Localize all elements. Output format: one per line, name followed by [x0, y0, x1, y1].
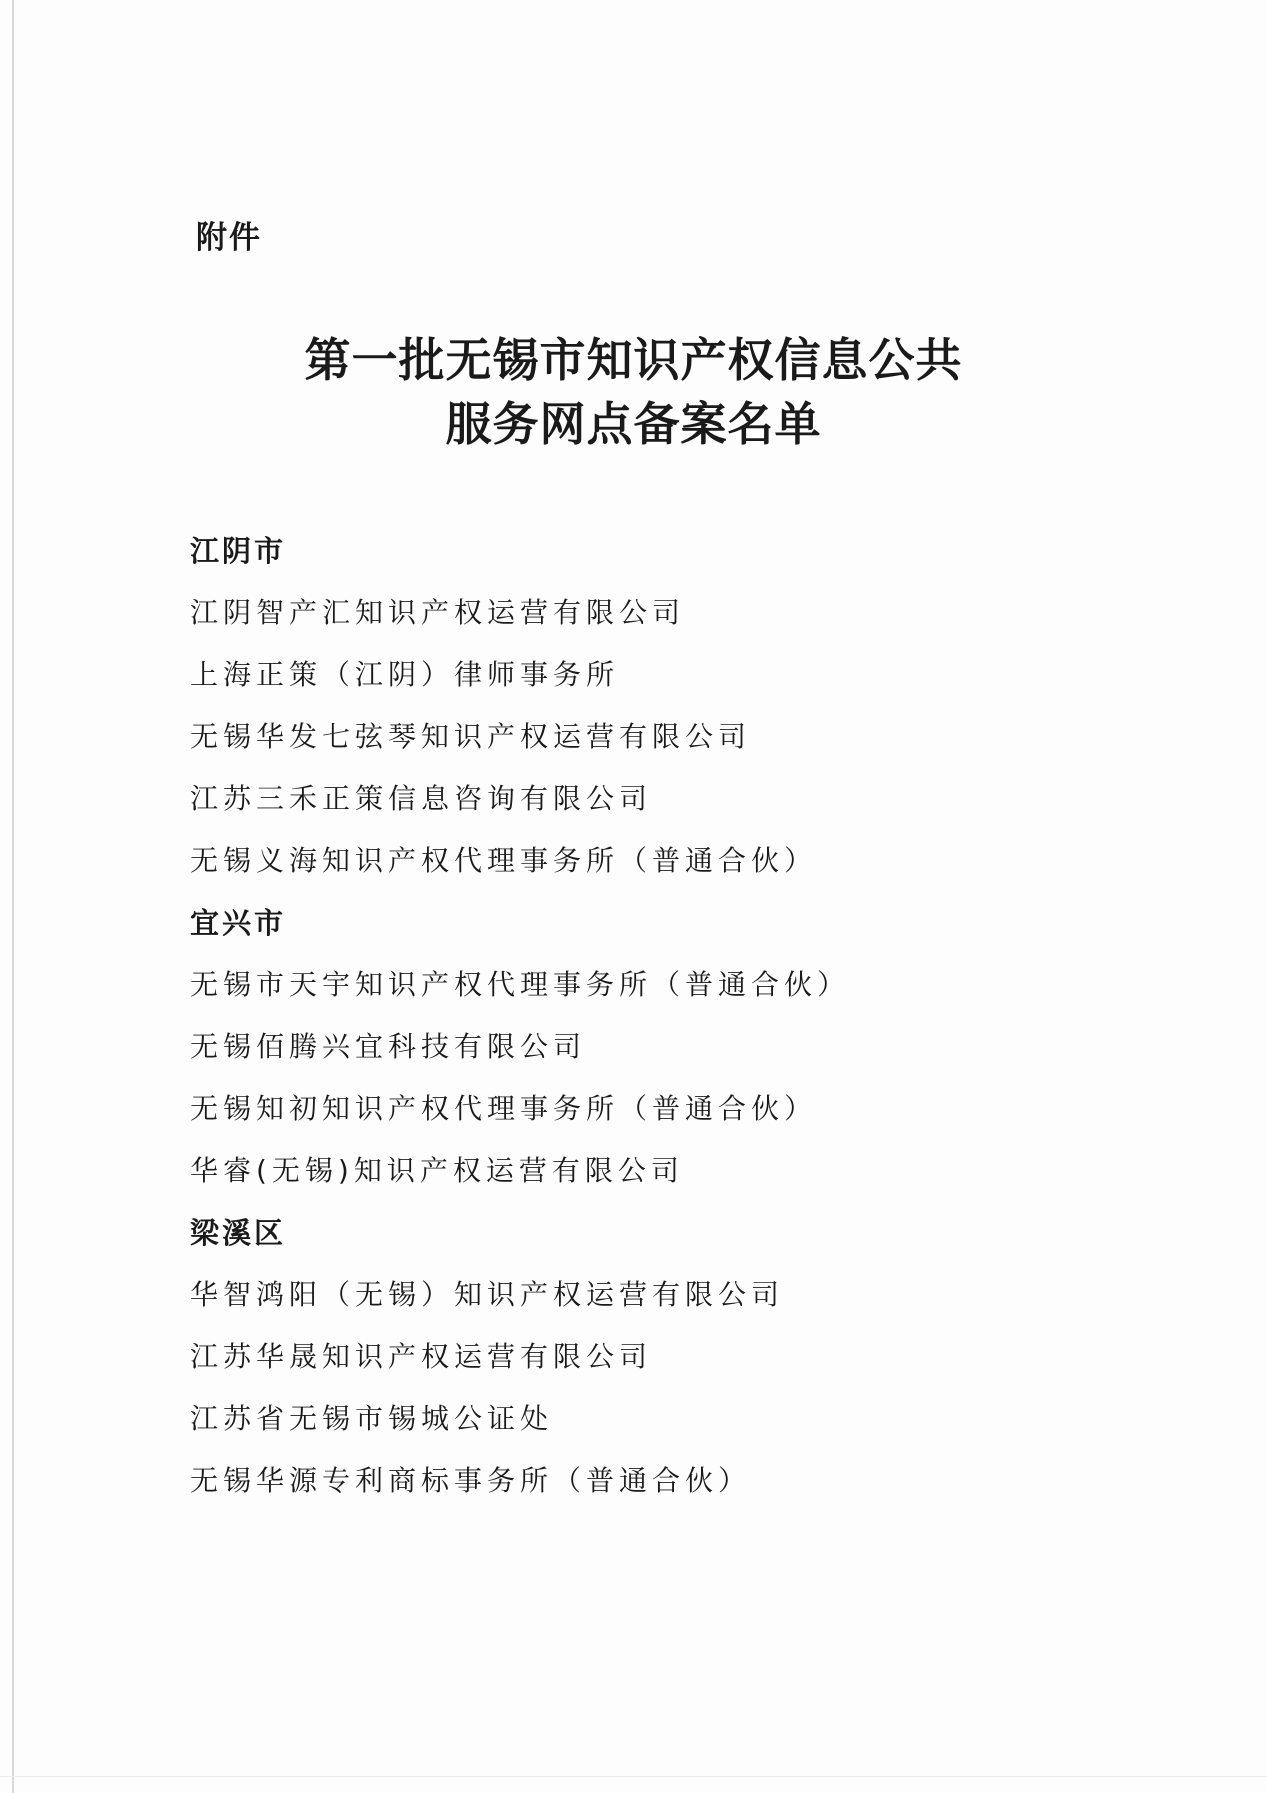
section-heading-jiangyin: 江阴市: [190, 534, 287, 568]
list-item: 无锡佰腾兴宜科技有限公司: [190, 1030, 587, 1063]
scan-edge-line: [12, 0, 14, 1793]
title-line-2: 服务网点备案名单: [445, 397, 822, 451]
list-item: 无锡市天宇知识产权代理事务所（普通合伙）: [190, 968, 851, 1001]
list-item: 华睿(无锡)知识产权运营有限公司: [190, 1154, 684, 1187]
list-item: 无锡义海知识产权代理事务所（普通合伙）: [190, 844, 818, 877]
list-item: 江苏三禾正策信息咨询有限公司: [190, 782, 653, 815]
scan-bottom-line: [0, 1776, 1267, 1777]
section-heading-yixing: 宜兴市: [190, 906, 287, 940]
list-item: 上海正策（江阴）律师事务所: [190, 658, 620, 691]
list-item: 江苏省无锡市锡城公证处: [190, 1402, 554, 1435]
section-heading-liangxi: 梁溪区: [190, 1216, 287, 1250]
list-item: 无锡华源专利商标事务所（普通合伙）: [190, 1464, 752, 1497]
document-title: [0, 328, 1267, 456]
registry-list: [190, 520, 850, 1512]
list-item: 江苏华晟知识产权运营有限公司: [190, 1340, 653, 1373]
list-item: 无锡知初知识产权代理事务所（普通合伙）: [190, 1092, 818, 1125]
list-item: 华智鸿阳（无锡）知识产权运营有限公司: [190, 1278, 785, 1311]
attachment-label: 附件: [196, 220, 262, 256]
list-item: 无锡华发七弦琴知识产权运营有限公司: [190, 720, 752, 753]
list-item: 江阴智产汇知识产权运营有限公司: [190, 596, 686, 629]
title-line-1: 第一批无锡市知识产权信息公共: [304, 333, 963, 387]
